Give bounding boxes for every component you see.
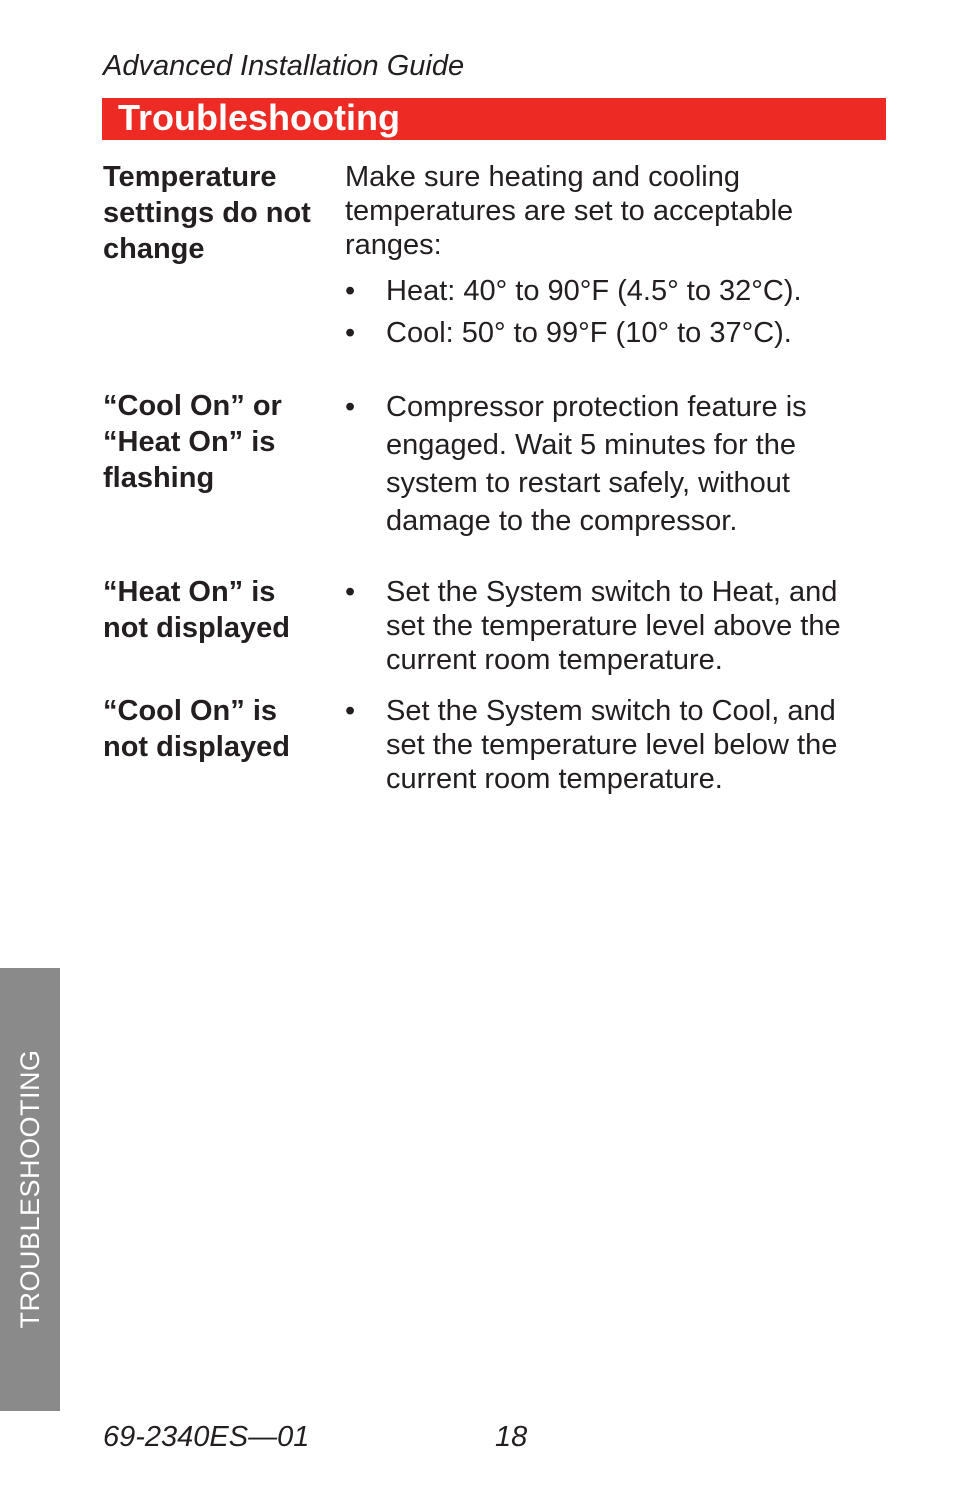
issue-label: “Cool On” is not displayed xyxy=(103,695,290,763)
bullet-icon: • xyxy=(345,391,356,423)
guide-title: Advanced Installation Guide xyxy=(103,50,465,82)
solution-bullets xyxy=(345,575,890,677)
solution-bullets xyxy=(345,388,890,540)
bullet-icon: • xyxy=(345,275,356,307)
list-item: • Heat: 40° to 90°F (4.5° to 32°C). xyxy=(345,270,890,312)
issue-label: “Heat On” is not displayed xyxy=(103,576,290,644)
list-item: • Set the System switch to Cool, and set the temperature level below the current room temperature. xyxy=(345,695,838,795)
list-item: • Set the System switch to Heat, and set the temperature level above the current room temperature. xyxy=(345,576,841,676)
bullet-icon: • xyxy=(345,695,356,727)
bullet-icon: • xyxy=(345,317,356,349)
bullet-icon: • xyxy=(345,576,356,608)
list-item: • Cool: 50° to 99°F (10° to 37°C). xyxy=(345,312,890,354)
list-item: • Compressor protection feature is engaged. Wait 5 minutes for the system to restart safely, without damage to the compressor. xyxy=(345,388,890,540)
document-number: 69-2340ES—01 xyxy=(103,1421,310,1453)
solution-bullets xyxy=(345,694,890,796)
side-tab xyxy=(0,968,60,1411)
section-title: Troubleshooting xyxy=(118,97,400,138)
issue-label: Temperature settings do not change xyxy=(103,161,311,265)
side-tab-label: TROUBLESHOOTING xyxy=(15,1049,45,1329)
section-header-bar xyxy=(102,98,886,140)
solution-intro: Make sure heating and cooling temperatures are set to acceptable ranges: xyxy=(345,161,794,261)
page-number: 18 xyxy=(495,1421,528,1453)
issue-label: “Cool On” or “Heat On” is flashing xyxy=(103,390,282,494)
solution-bullets xyxy=(345,270,890,354)
